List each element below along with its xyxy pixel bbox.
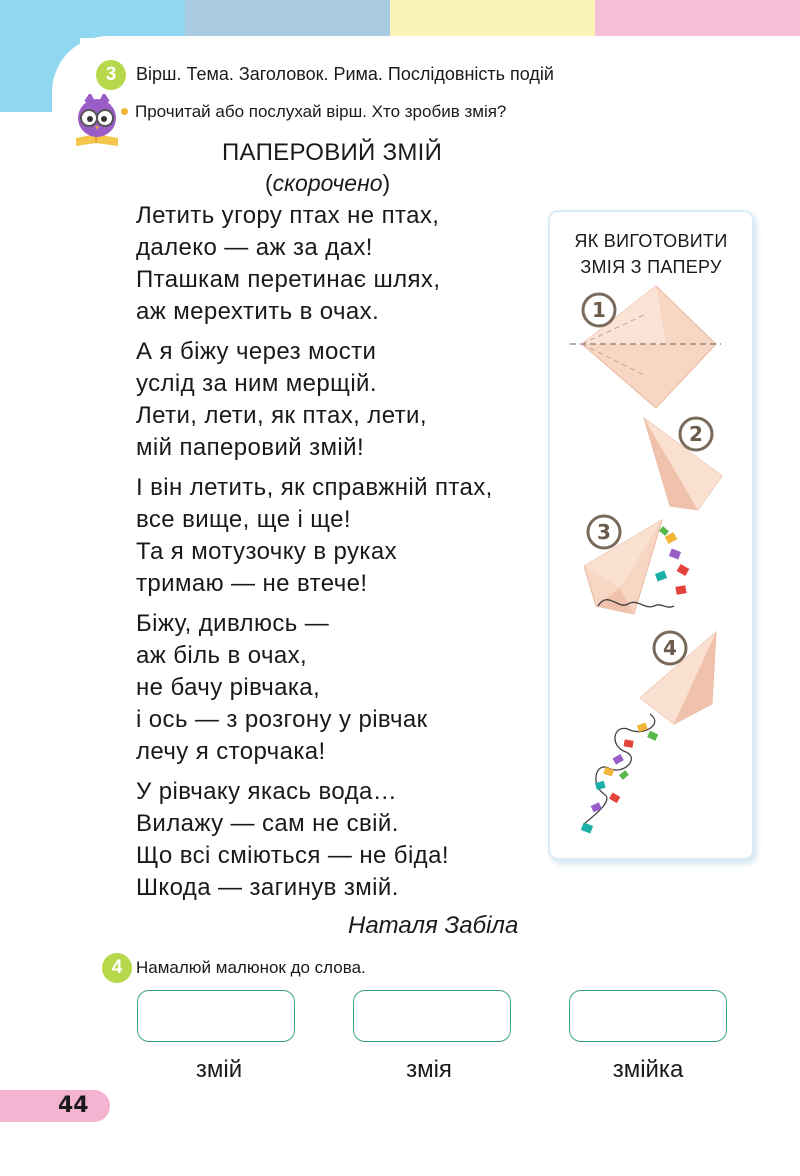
- poem-stanza-3: [136, 472, 493, 600]
- kite-step-4-illustration: [574, 628, 724, 840]
- poem-line: Та я мотузочку в руках: [136, 538, 398, 565]
- top-color-band-yellow: [390, 0, 595, 38]
- poem-line: аж мерехтить в очах.: [136, 298, 380, 325]
- top-color-band-grey-blue: [185, 0, 390, 38]
- instruction-bullet: [121, 108, 128, 115]
- kite-instructions-title: ЯК ВИГОТОВИТИ ЗМІЯ З ПАПЕРУ: [574, 231, 728, 277]
- poem-subtitle: (скорочено): [265, 170, 391, 196]
- task-3-badge: 3: [96, 60, 126, 90]
- svg-text:1: 1: [592, 298, 606, 322]
- poem-line: лечу я сторчака!: [136, 738, 326, 765]
- poem-line: А я біжу через мости: [136, 338, 377, 365]
- task-4-instruction: Намалюй малюнок до слова.: [136, 958, 366, 977]
- poem-line: Лети, лети, як птах, лети,: [136, 402, 427, 429]
- poem-line: У рівчаку якась вода…: [136, 778, 398, 805]
- svg-text:4: 4: [663, 636, 677, 660]
- poem-line: і ось — з розгону у рівчак: [136, 706, 428, 733]
- kite-step-2-illustration: [640, 414, 730, 514]
- poem-line: аж біль в очах,: [136, 642, 308, 669]
- kite-step-1-illustration: [566, 284, 726, 414]
- poem-line: не бачу рівчака,: [136, 674, 321, 701]
- poem-stanza-5: [136, 776, 449, 904]
- page-number-tab: [0, 1090, 110, 1122]
- task-3-instruction: Прочитай або послухай вірш. Хто зробив змія?: [135, 102, 507, 121]
- task-3-heading: Вірш. Тема. Заголовок. Рима. Послідовність подій: [136, 64, 554, 84]
- page-number: 44: [58, 1093, 89, 1118]
- drawing-box-zmiia[interactable]: [353, 990, 511, 1042]
- poem-line: Вилажу — сам не свій.: [136, 810, 399, 837]
- drawing-box-zmii[interactable]: [137, 990, 295, 1042]
- poem-line: Біжу, дивлюсь —: [136, 610, 330, 637]
- poem-line: Летить угору птах не птах,: [136, 202, 440, 229]
- drawing-box-zmiika[interactable]: [569, 990, 727, 1042]
- poem-stanza-1: [136, 200, 440, 328]
- poem-line: І він летить, як справжній птах,: [136, 474, 493, 501]
- poem-line: мій паперовий змій!: [136, 434, 365, 461]
- word-label: змія: [406, 1056, 452, 1083]
- poem-line: Що всі сміються — не біда!: [136, 842, 449, 869]
- poem-line: все вище, ще і ще!: [136, 506, 351, 533]
- poem-line: услід за ним мерщій.: [136, 370, 377, 397]
- poem-author: Наталя Забіла: [348, 912, 519, 939]
- svg-text:2: 2: [689, 422, 703, 446]
- poem-line: Шкода — загинув змій.: [136, 874, 399, 901]
- kite-step-3-illustration: [578, 510, 698, 620]
- poem-line: тримаю — не втече!: [136, 570, 368, 597]
- word-label: змій: [195, 1056, 243, 1083]
- word-label: змійка: [612, 1056, 684, 1083]
- poem-stanza-4: [136, 608, 428, 768]
- poem-stanza-2: [136, 336, 427, 464]
- owl-mascot-icon: [72, 94, 122, 152]
- poem-line: Пташкам перетинає шлях,: [136, 266, 441, 293]
- task-4-badge: 4: [102, 953, 132, 983]
- poem-title: ПАПЕРОВИЙ ЗМІЙ: [222, 139, 443, 166]
- top-color-band-pink: [595, 0, 800, 38]
- svg-text:3: 3: [597, 520, 611, 544]
- poem-line: далеко — аж за дах!: [136, 234, 373, 261]
